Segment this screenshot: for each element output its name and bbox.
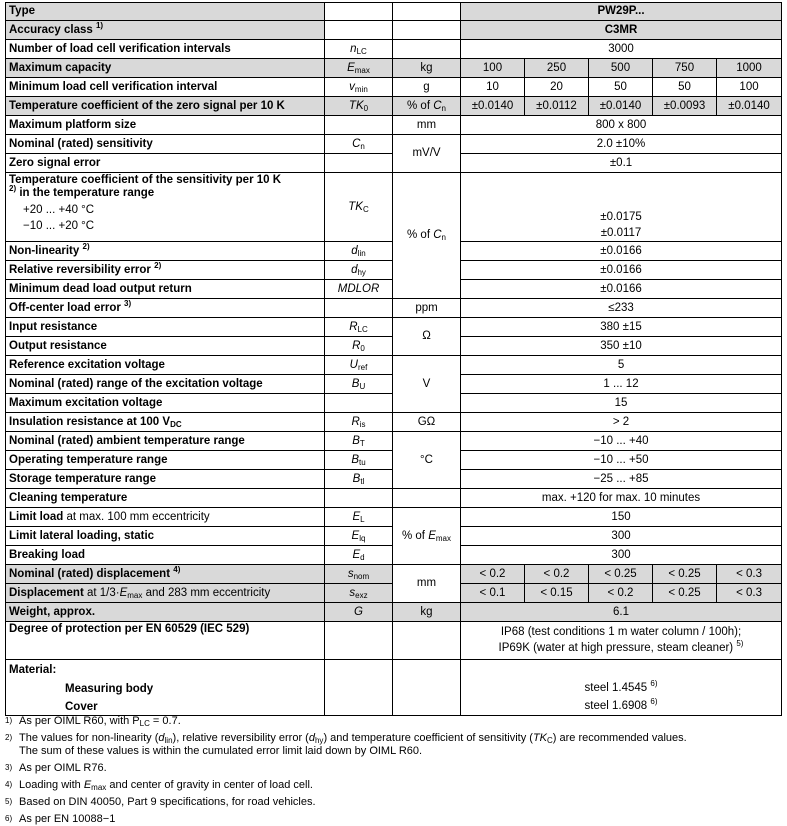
snom-row	[6, 565, 782, 584]
cn-label: Nominal (rated) sensitivity	[6, 135, 325, 154]
clean-row	[6, 489, 782, 508]
type-row	[6, 3, 782, 21]
accuracy-value: C3MR	[461, 21, 782, 40]
emax-symbol: $E_{max}$	[325, 59, 393, 78]
ed-symbol: $E_d$	[325, 546, 393, 565]
btl-symbol: $B_{tl}$	[325, 470, 393, 489]
vmin-value: 10	[461, 78, 525, 97]
tk0-value: ±0.0093	[653, 97, 717, 116]
bu-label: Nominal (rated) range of the excitation voltage	[6, 375, 325, 394]
spec-table-wrapper	[5, 2, 781, 716]
ris-label: Insulation resistance at 100 $V_{DC}$	[6, 413, 325, 432]
emax-row	[6, 59, 782, 78]
material-row	[6, 660, 782, 716]
ris-symbol: $R_{is}$	[325, 413, 393, 432]
r0-label: Output resistance	[6, 337, 325, 356]
btu-value: −10 ... +50	[461, 451, 782, 470]
weight-symbol: G	[325, 603, 393, 622]
bt-value: −10 ... +40	[461, 432, 782, 451]
mvv-unit: mV/V	[393, 135, 461, 173]
tk0-symbol: $TK_0$	[325, 97, 393, 116]
lin-value: ±0.0166	[461, 242, 782, 261]
vmin-value: 20	[525, 78, 589, 97]
emax-value: 750	[653, 59, 717, 78]
weight-row	[6, 603, 782, 622]
emax-value: 500	[589, 59, 653, 78]
weight-label: Weight, approx.	[6, 603, 325, 622]
sexz-value: < 0.3	[717, 584, 782, 603]
nlc-value: 3000	[461, 40, 782, 59]
uref-value: 5	[461, 356, 782, 375]
offc-label: Off-center load error $^{3)}$	[6, 299, 325, 318]
bu-value: 1 ... 12	[461, 375, 782, 394]
rlc-row	[6, 318, 782, 337]
clean-label: Cleaning temperature	[6, 489, 325, 508]
ris-row	[6, 413, 782, 432]
rlc-value: 380 ±15	[461, 318, 782, 337]
mdlor-value: ±0.0166	[461, 280, 782, 299]
btu-symbol: $B_{tu}$	[325, 451, 393, 470]
snom-value: < 0.25	[653, 565, 717, 584]
tk0-unit: % of $C_n$	[393, 97, 461, 116]
zero-value: ±0.1	[461, 154, 782, 173]
emax-unit: kg	[393, 59, 461, 78]
tk0-value: ±0.0140	[461, 97, 525, 116]
tk0-label: Temperature coefficient of the zero signal per 10 K	[6, 97, 325, 116]
footnote-5: 5) Based on DIN 40050, Part 9 specifications, for road vehicles.	[5, 796, 316, 808]
weight-value: 6.1	[461, 603, 782, 622]
mdlor-label: Minimum dead load output return	[6, 280, 325, 299]
sexz-value: < 0.2	[589, 584, 653, 603]
snom-label: Nominal (rated) displacement $^{4)}$	[6, 565, 325, 584]
weight-unit: kg	[393, 603, 461, 622]
ip-value: IP68 (test conditions 1 m water column / 100h); IP69K (water at high pressure, steam cleaner) $^{5)}$	[461, 622, 782, 660]
elq-symbol: $E_{lq}$	[325, 527, 393, 546]
rlc-label: Input resistance	[6, 318, 325, 337]
ris-unit: GΩ	[393, 413, 461, 432]
vmin-unit: g	[393, 78, 461, 97]
vmin-symbol: $v_{min}$	[325, 78, 393, 97]
sexz-value: < 0.25	[653, 584, 717, 603]
snom-value: < 0.2	[461, 565, 525, 584]
footnote-4: 4) Loading with $E_{max}$ and center of gravity in center of load cell.	[5, 779, 313, 792]
tk0-value: ±0.0112	[525, 97, 589, 116]
ohm-unit: Ω	[393, 318, 461, 356]
hy-label: Relative reversibility error $^{2)}$	[6, 261, 325, 280]
bt-label: Nominal (rated) ambient temperature range	[6, 432, 325, 451]
btl-value: −25 ... +85	[461, 470, 782, 489]
btl-label: Storage temperature range	[6, 470, 325, 489]
offc-row	[6, 299, 782, 318]
offc-unit: ppm	[393, 299, 461, 318]
material-value: steel 1.4545 $^{6)}$ steel 1.6908 $^{6)}$	[461, 660, 782, 716]
nlc-symbol: $n_{LC}$	[325, 40, 393, 59]
platform-value: 800 x 800	[461, 116, 782, 135]
tk0-value: ±0.0140	[589, 97, 653, 116]
platform-unit: mm	[393, 116, 461, 135]
vmin-value: 50	[589, 78, 653, 97]
type-value: PW29P...	[461, 3, 782, 21]
r0-symbol: $R_0$	[325, 337, 393, 356]
el-label: Limit load at max. 100 mm eccentricity	[6, 508, 325, 527]
hy-symbol: $d_{hy}$	[325, 261, 393, 280]
footnotes	[5, 715, 781, 826]
footnote-2: 2) The values for non-linearity $(d_{lin})$, relative reversibility error $(d_{hy})$ and temperature coefficient of sensitivity $(TK_C)$ are recommended values. The sum of these values is within the cumulated error limit laid down by OIML R60.	[5, 732, 687, 757]
bt-row	[6, 432, 782, 451]
footnote-1: 1) As per OIML R60, with $P_{LC} = 0.7$.	[5, 715, 181, 728]
snom-value: < 0.25	[589, 565, 653, 584]
el-symbol: $E_L$	[325, 508, 393, 527]
ed-value: 300	[461, 546, 782, 565]
emax-label: Maximum capacity	[6, 59, 325, 78]
footnote-3: 3) As per OIML R76.	[5, 762, 107, 774]
pct-emax-unit: % of $E_{max}$	[393, 508, 461, 565]
maxexc-value: 15	[461, 394, 782, 413]
vmin-row	[6, 78, 782, 97]
el-value: 150	[461, 508, 782, 527]
mdlor-symbol: MDLOR	[325, 280, 393, 299]
offc-value: ≤233	[461, 299, 782, 318]
btu-label: Operating temperature range	[6, 451, 325, 470]
maxexc-label: Maximum excitation voltage	[6, 394, 325, 413]
accuracy-label: Accuracy class $^{1)}$	[6, 21, 325, 40]
tkc-row	[6, 173, 782, 242]
cn-symbol: $C_n$	[325, 135, 393, 154]
cn-row	[6, 135, 782, 154]
bt-symbol: $B_T$	[325, 432, 393, 451]
el-row	[6, 508, 782, 527]
platform-row	[6, 116, 782, 135]
snom-value: < 0.2	[525, 565, 589, 584]
sexz-value: < 0.1	[461, 584, 525, 603]
bu-symbol: $B_U$	[325, 375, 393, 394]
material-label: Material: Measuring body Cover	[6, 660, 325, 716]
ris-value: > 2	[461, 413, 782, 432]
pct-cn-unit: % of $C_n$	[393, 173, 461, 299]
snom-symbol: $s_{nom}$	[325, 565, 393, 584]
mm-unit: mm	[393, 565, 461, 603]
type-label: Type	[6, 3, 325, 21]
uref-symbol: $U_{ref}$	[325, 356, 393, 375]
vmin-value: 100	[717, 78, 782, 97]
elq-label: Limit lateral loading, static	[6, 527, 325, 546]
sexz-value: < 0.15	[525, 584, 589, 603]
hy-value: ±0.0166	[461, 261, 782, 280]
emax-value: 100	[461, 59, 525, 78]
volt-unit: V	[393, 356, 461, 413]
uref-row	[6, 356, 782, 375]
tkc-symbol: $TK_C$	[325, 173, 393, 242]
platform-label: Maximum platform size	[6, 116, 325, 135]
degc-unit: °C	[393, 432, 461, 489]
tk0-value: ±0.0140	[717, 97, 782, 116]
nlc-label: Number of load cell verification intervals	[6, 40, 325, 59]
footnote-6: 6) As per EN 10088−1	[5, 813, 116, 825]
tkc-value: ±0.0175 ±0.0117	[461, 173, 782, 242]
specification-table	[5, 2, 782, 716]
r0-value: 350 ±10	[461, 337, 782, 356]
ed-label: Breaking load	[6, 546, 325, 565]
accuracy-row	[6, 21, 782, 40]
ip-label: Degree of protection per EN 60529 (IEC 529)	[6, 622, 325, 660]
cn-value: 2.0 ±10%	[461, 135, 782, 154]
lin-symbol: $d_{lin}$	[325, 242, 393, 261]
ip-row	[6, 622, 782, 660]
snom-value: < 0.3	[717, 565, 782, 584]
emax-value: 250	[525, 59, 589, 78]
tk0-row	[6, 97, 782, 116]
nlc-row	[6, 40, 782, 59]
uref-label: Reference excitation voltage	[6, 356, 325, 375]
sexz-label: Displacement at $1/3\cdot E_{max}$ and 283 mm eccentricity	[6, 584, 325, 603]
elq-value: 300	[461, 527, 782, 546]
sexz-symbol: $s_{exz}$	[325, 584, 393, 603]
rlc-symbol: $R_{LC}$	[325, 318, 393, 337]
clean-value: max. +120 for max. 10 minutes	[461, 489, 782, 508]
vmin-label: Minimum load cell verification interval	[6, 78, 325, 97]
lin-label: Non-linearity $^{2)}$	[6, 242, 325, 261]
tkc-label: Temperature coefficient of the sensitivity per 10 K $^{2)}$ in the temperature range +20 ... +40 °C −10 ... +20 °C	[6, 173, 325, 242]
emax-value: 1000	[717, 59, 782, 78]
zero-label: Zero signal error	[6, 154, 325, 173]
vmin-value: 50	[653, 78, 717, 97]
